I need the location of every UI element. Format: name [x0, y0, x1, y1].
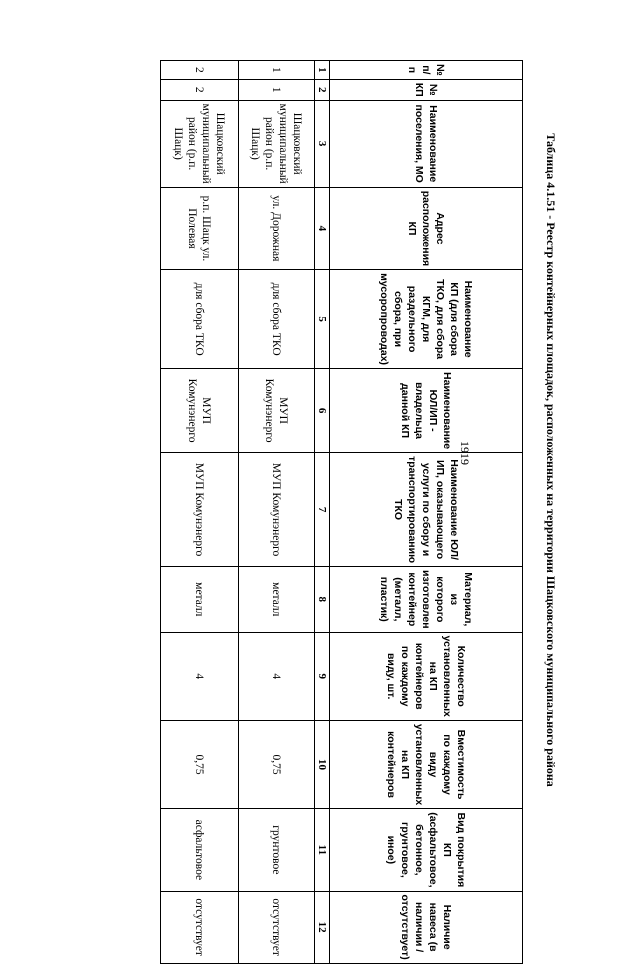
- table-cell: для сбора ТКО: [239, 270, 315, 369]
- column-number-row: [315, 61, 330, 964]
- table-cell: 4: [239, 632, 315, 720]
- header-cell: № КП: [330, 79, 523, 100]
- table-caption: Таблица 4.1.51 - Реестр контейнерных площадок, расположенных на территории Шацковского муниципального района: [544, 133, 558, 787]
- column-number-cell: 6: [315, 369, 330, 453]
- column-number-cell: 7: [315, 453, 330, 567]
- table-cell: МУП Комунэнерго: [161, 369, 239, 453]
- table-row: [161, 61, 239, 964]
- table-cell: МУП Комунэнерго: [239, 453, 315, 567]
- page-number: 1919: [458, 441, 472, 465]
- table-cell: 2: [161, 79, 239, 100]
- table-cell: 4: [161, 632, 239, 720]
- table-cell: 0,75: [239, 720, 315, 808]
- table-cell: ул. Дорожная: [239, 187, 315, 269]
- table-cell: грунтовое: [239, 809, 315, 891]
- table-cell: металл: [161, 567, 239, 633]
- column-number-cell: 3: [315, 100, 330, 187]
- table-cell: Шацковский муниципальный район (р.п. Шацк): [161, 100, 239, 187]
- header-cell: № п/п: [330, 61, 523, 80]
- column-number-cell: 5: [315, 270, 330, 369]
- table-cell: 1: [239, 79, 315, 100]
- column-number-cell: 4: [315, 187, 330, 269]
- header-cell: Наименование ЮЛ/ИП, оказывающего услуги по сбору и транспортированию ТКО: [330, 453, 523, 567]
- table-cell: отсутствует: [239, 891, 315, 963]
- table-row: [239, 61, 315, 964]
- header-cell: Адрес расположения КП: [330, 187, 523, 269]
- column-number-cell: 1: [315, 61, 330, 80]
- table-cell: 2: [161, 61, 239, 80]
- table-cell: МУП Комунэнерго: [161, 453, 239, 567]
- header-cell: Наименование ЮЛ/ИП - владельца данной КП: [330, 369, 523, 453]
- column-number-cell: 11: [315, 809, 330, 891]
- table-cell: МУП Комунэнерго: [239, 369, 315, 453]
- column-number-cell: 10: [315, 720, 330, 808]
- header-cell: Количество установленных на КП контейнеров по каждому виду, шт.: [330, 632, 523, 720]
- column-number-cell: 9: [315, 632, 330, 720]
- table-cell: металл: [239, 567, 315, 633]
- header-cell: Вид покрытия КП (асфальтовое, бетонное, грунтовое, иное): [330, 809, 523, 891]
- header-cell: Наличие навеса (в наличии / отсутствует): [330, 891, 523, 963]
- column-number-cell: 12: [315, 891, 330, 963]
- registry-table: [160, 60, 523, 964]
- table-cell: асфальтовое: [161, 809, 239, 891]
- header-cell: Наименование КП (для сбора ТКО, для сбора КГМ, для раздельного сбора, при мусоропроводах): [330, 270, 523, 369]
- table-cell: 1: [239, 61, 315, 80]
- table-cell: отсутствует: [161, 891, 239, 963]
- table-cell: 0,75: [161, 720, 239, 808]
- header-cell: Наименование поселения, МО: [330, 100, 523, 187]
- header-cell: Материал, из которого изготовлен контейнер (металл, пластик): [330, 567, 523, 633]
- column-number-cell: 8: [315, 567, 330, 633]
- column-number-cell: 2: [315, 79, 330, 100]
- table-cell: для сбора ТКО: [161, 270, 239, 369]
- table-cell: р.п. Шацк ул. Полевая: [161, 187, 239, 269]
- header-row: [330, 61, 523, 964]
- header-cell: Вместимость по каждому виду установленных на КП контейнеров: [330, 720, 523, 808]
- table-cell: Шацковский муниципальный район (р.п. Шацк): [239, 100, 315, 187]
